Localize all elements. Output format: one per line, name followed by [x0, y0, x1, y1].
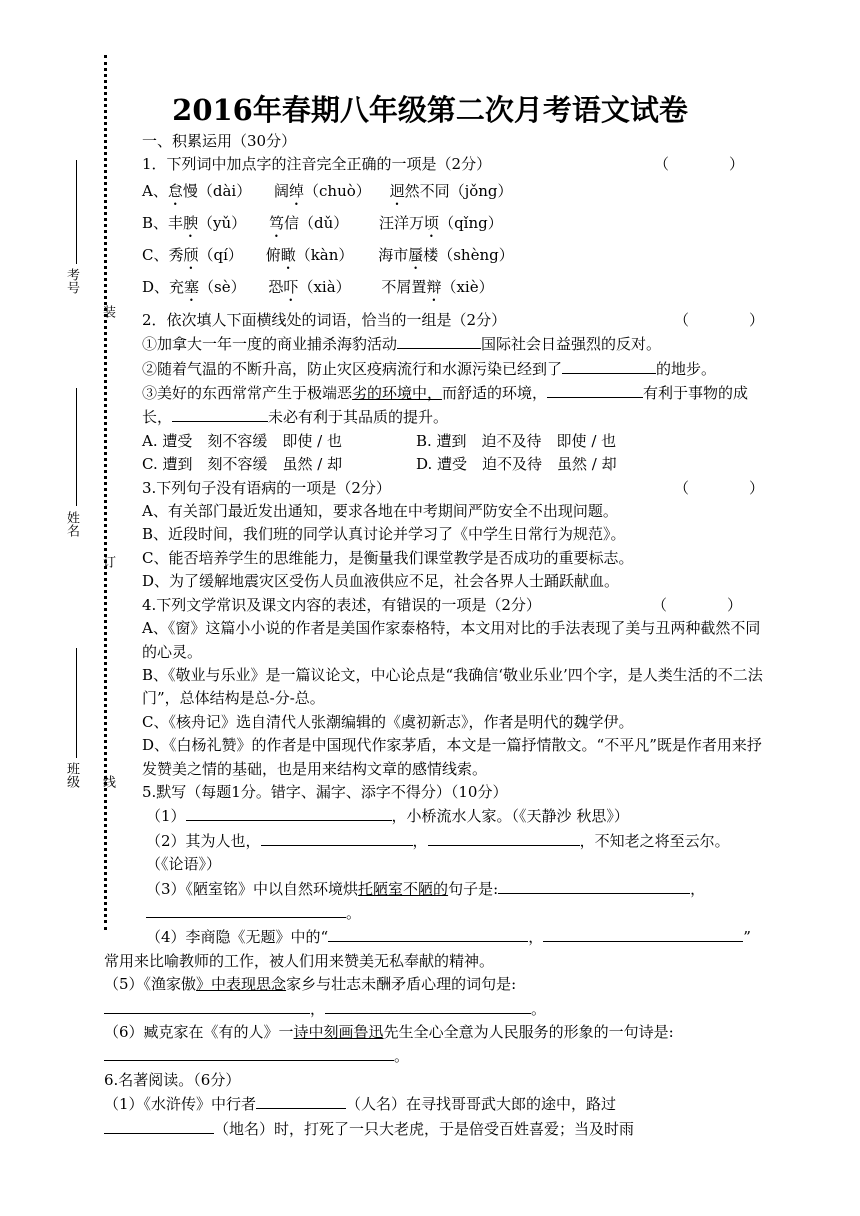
- q6-blank-name[interactable]: [256, 1092, 346, 1109]
- q1-answer-paren: （ ）: [653, 155, 744, 174]
- q4-option-c: C、《核舟记》选自清代人张潮编辑的《虞初新志》，作者是明代的魏学伊。: [142, 712, 634, 731]
- q5-blank-5a[interactable]: [104, 997, 310, 1014]
- q5-item-2: （2）其为人也， ， ，不知老之将至云尔。: [104, 829, 764, 853]
- q5-item-4-cont: 常用来比喻教师的工作，被人们用来赞美无私奉献的精神。: [104, 951, 495, 970]
- q1-option-a: [104, 177, 764, 209]
- q3-stem: 3.下列句子没有语病的一项是（2分） （ ）: [104, 477, 764, 500]
- q5-item-3: （3）《陋室铭》中以自然环境烘托陋室不陋的句子是: ，: [104, 877, 764, 901]
- q2-sentence-3: ③美好的东西常常产生于极端恶劣的环境中，而舒适的环境， 有利于事物的成长， 未必有利于其品质的提升。: [104, 381, 764, 430]
- q6-item-1-cont: （地名）时，打死了一只大老虎，于是倍受百姓喜爱；当及时雨: [104, 1117, 764, 1141]
- q6-item-1: （1）《水浒传》中行者 （人名）在寻找哥哥武大郎的途中，路过: [104, 1092, 764, 1116]
- q5-stem: 5.默写（每题1分。错字、漏字、添字不得分）（10分）: [142, 782, 508, 801]
- q2-blank-4[interactable]: [172, 405, 268, 422]
- q1-stem: 1．下列词中加点字的注音完全正确的一项是（2分） （ ）: [104, 153, 764, 176]
- q3-option-c: C、能否培养学生的思维能力，是衡量我们课堂教学是否成功的重要标志。: [142, 548, 634, 567]
- q3-answer-paren: （ ）: [673, 478, 764, 497]
- q3-option-d: D、为了缓解地震灾区受伤人员血液供应不足，社会各界人士踊跃献血。: [142, 572, 620, 591]
- q5-blank-2b[interactable]: [428, 829, 580, 846]
- q2-options-ab: [104, 430, 764, 453]
- q1-a-1: A、怠慢（dài）: [142, 181, 252, 200]
- q5-item-2-source: （《论语》）: [146, 855, 222, 874]
- q1-d-1: D、充塞（sè）: [142, 277, 246, 296]
- q2-answer-paren: （ ）: [673, 310, 764, 329]
- q5-blank-3a[interactable]: [498, 877, 690, 894]
- word-zhuang: 装: [100, 305, 115, 318]
- q1-option-b: [104, 209, 764, 241]
- q4-option-b: B、《敬业与乐业》是一篇议论文，中心论点是“我确信‘敬业乐业’四个字，是人类生活的不二法门”，总体结构是总-分-总。: [142, 665, 763, 708]
- q1-option-c: [104, 241, 764, 273]
- label-kaohao: 考号: [64, 268, 79, 294]
- q1-b-1: B、丰腴（yǔ）: [142, 213, 247, 232]
- q1-a-2: 阔绰（chuò）: [273, 181, 371, 200]
- q6-blank-place[interactable]: [104, 1117, 214, 1134]
- xingming-blank: [76, 388, 77, 506]
- q2-option-c: C. 遭到 刻不容缓 虽然 / 却: [142, 455, 343, 474]
- q2-option-b: B. 遭到 迫不及待 即使 / 也: [416, 431, 617, 450]
- q3-option-b: B、近段时间，我们班的同学认真讨论并学习了《中学生日常行为规范》。: [142, 525, 626, 544]
- exam-content: [104, 130, 764, 1141]
- q2-sentence-2: ②随着气温的不断升高，防止灾区疫病流行和水源污染已经到了 的地步。: [104, 357, 764, 381]
- kaohao-blank: [76, 160, 77, 264]
- q1-c-3: 海市蜃楼（shèng）: [378, 245, 514, 264]
- q3-option-a: A、有关部门最近发出通知，要求各地在中考期间严防安全不出现问题。: [142, 502, 618, 521]
- word-ding: 订: [100, 555, 115, 568]
- q5-item-6-cont: 。: [104, 1044, 764, 1068]
- label-banji: 班级: [64, 762, 79, 788]
- q1-a-3: 迥然不同（jǒng）: [389, 181, 513, 200]
- q5-blank-3b[interactable]: [146, 901, 346, 918]
- q5-item-4: （4）李商隐《无题》中的“ ， ”: [104, 925, 764, 949]
- q5-blank-1[interactable]: [186, 804, 392, 821]
- q1-d-2: 恐吓（xià）: [268, 277, 351, 296]
- word-xian: 线: [100, 775, 115, 788]
- page-title: 2016年春期八年级第二次月考语文试卷: [172, 93, 688, 127]
- q2-blank-3[interactable]: [547, 381, 643, 398]
- q2-option-d: D. 遭受 迫不及待 虽然 / 却: [416, 455, 617, 474]
- q5-item-6: （6）臧克家在《有的人》一诗中刻画鲁迅先生全心全意为人民服务的形象的一句诗是:: [104, 1023, 674, 1041]
- section-heading: 一、积累运用（30分）: [142, 132, 297, 150]
- q1-c-1: C、秀颀（qí）: [142, 245, 243, 264]
- q5-blank-6[interactable]: [104, 1044, 394, 1061]
- q5-item-5: （5）《渔家傲》中表现思念家乡与壮志未酬矛盾心理的词句是:: [104, 975, 517, 994]
- q1-b-3: 汪洋万顷（qǐng）: [379, 213, 503, 232]
- q1-b-2: 笃信（dǔ）: [268, 213, 349, 232]
- q2-stem: 2．依次填人下面横线处的词语，恰当的一组是（2分） （ ）: [104, 309, 764, 332]
- q2-blank-1[interactable]: [397, 332, 481, 349]
- q5-item-5-cont: ， 。: [104, 997, 764, 1021]
- q4-answer-paren: （ ）: [651, 595, 742, 614]
- q2-sentence-1: ①加拿大一年一度的商业捕杀海豹活动 国际社会日益强烈的反对。: [104, 332, 764, 356]
- banji-blank: [76, 648, 77, 758]
- q5-item-1: （1） ，小桥流水人家。（《天静沙 秋思》）: [104, 804, 764, 828]
- q5-blank-5b[interactable]: [325, 997, 531, 1014]
- q1-c-2: 俯瞰（kàn）: [265, 245, 354, 264]
- q5-blank-2a[interactable]: [261, 829, 413, 846]
- q5-blank-4b[interactable]: [543, 925, 743, 942]
- q5-blank-4a[interactable]: [328, 925, 528, 942]
- q4-option-d: D、《白杨礼赞》的作者是中国现代作家茅盾，本文是一篇抒情散文。“不平凡”既是作者用来抒发赞美之情的基础，也是用来结构文章的感情线索。: [142, 736, 762, 778]
- q6-stem: 6.名著阅读。（6分）: [104, 1070, 241, 1089]
- q2-blank-2[interactable]: [562, 357, 656, 374]
- q1-option-d: [104, 273, 764, 305]
- label-xingming: 姓名: [64, 511, 79, 537]
- q5-item-3-cont: 。: [104, 901, 764, 925]
- q4-stem: 4.下列文学常识及课文内容的表述，有错误的一项是（2分） （ ）: [104, 594, 764, 617]
- q4-option-a: A、《窗》这篇小小说的作者是美国作家泰格特，本文用对比的手法表现了美与丑两种截然不同的心灵。: [142, 619, 761, 661]
- q2-options-cd: [104, 453, 764, 476]
- q1-d-3: 不屑置辩（xiè）: [381, 277, 494, 296]
- q2-option-a: A. 遭受 刻不容缓 即使 / 也: [142, 431, 342, 450]
